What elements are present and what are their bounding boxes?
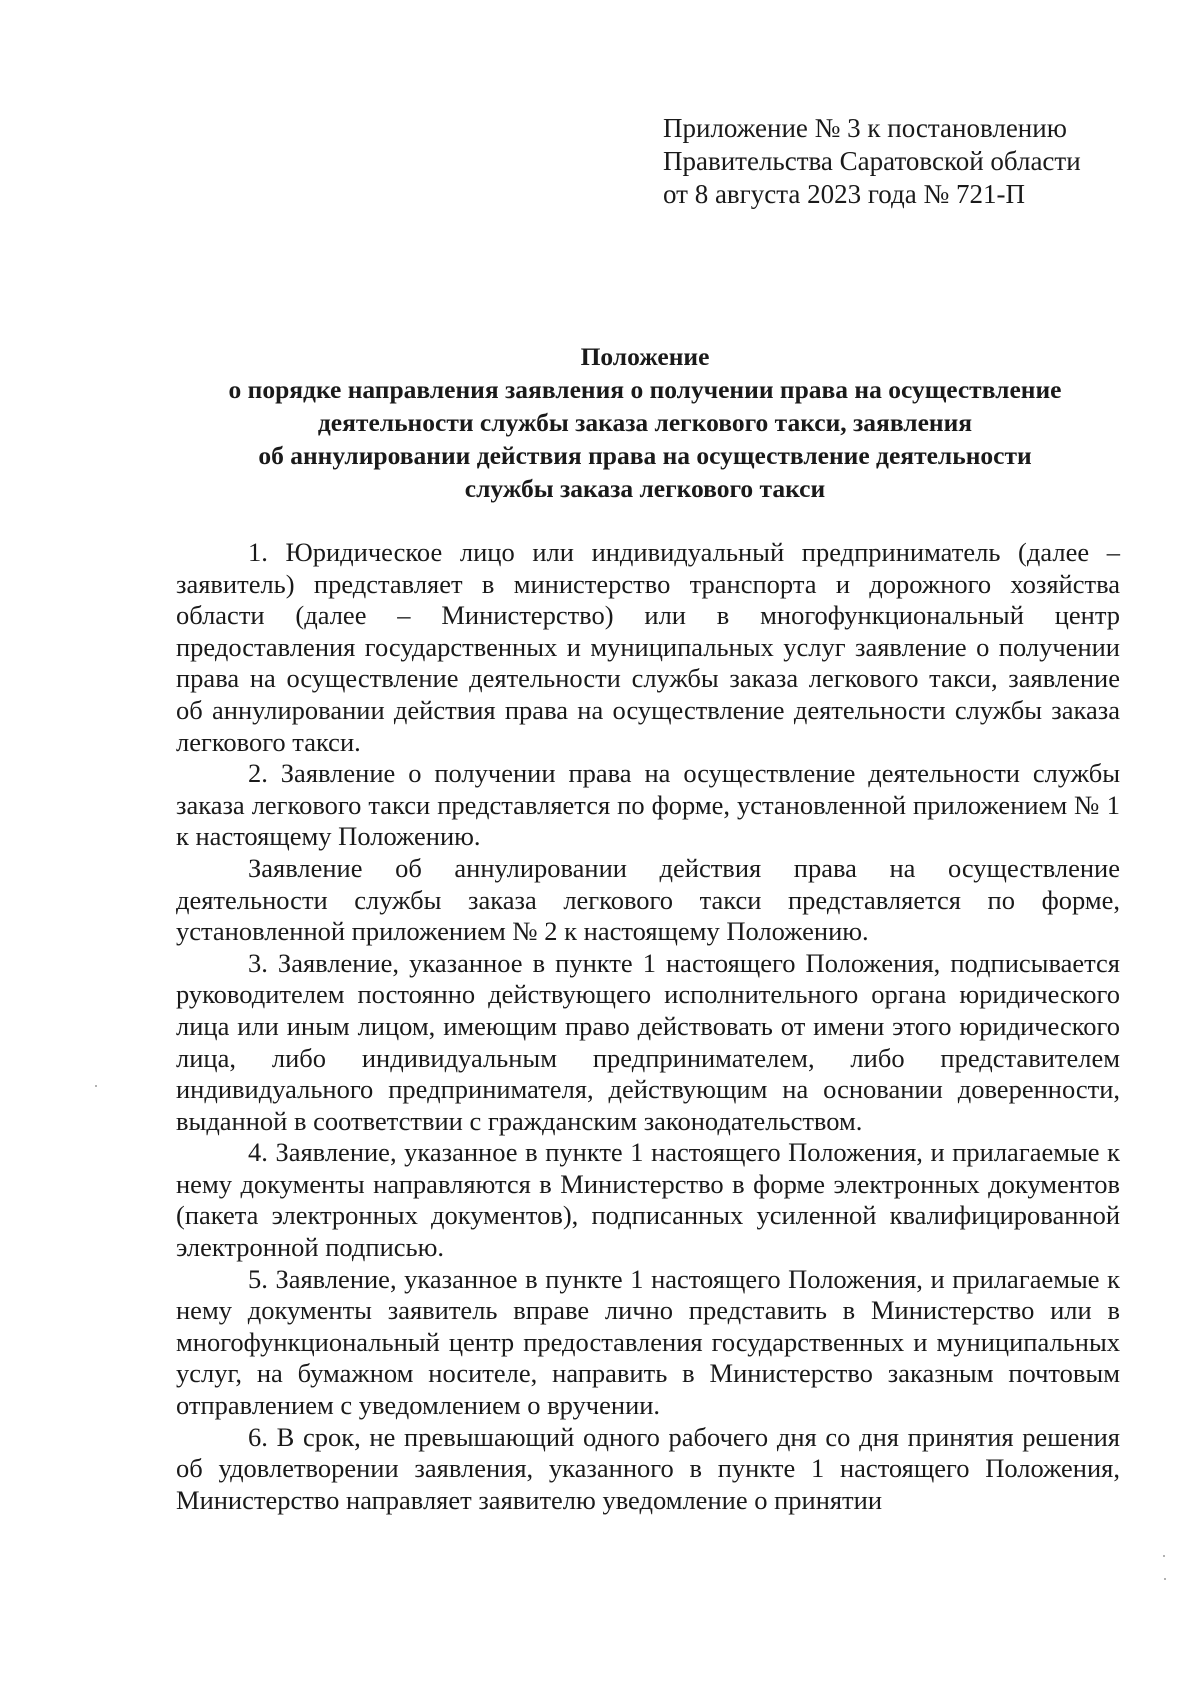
title-line-3: деятельности службы заказа легкового такси, заявления xyxy=(317,408,973,437)
document-title xyxy=(170,340,1120,505)
scan-speck xyxy=(1164,1578,1166,1580)
title-line-5: службы заказа легкового такси xyxy=(464,474,826,503)
title-line-2: о порядке направления заявления о получении права на осуществление xyxy=(228,375,1062,404)
paragraph-4: 4. Заявление, указанное в пункте 1 настоящего Положения, и прилагаемые к нему документы направляются в Министерство в форме электронных документов (пакета электронных документов), подписанных усиленной квалифицированной электронной подписью. xyxy=(176,1137,1120,1263)
paragraph-6: 6. В срок, не превышающий одного рабочего дня со дня принятия решения об удовлетворении заявления, указанного в пункте 1 настоящего Положения, Министерство направляет заявителю уведомление о принятии xyxy=(176,1421,1120,1515)
approval-line-1: Приложение № 3 к постановлению xyxy=(663,113,1067,143)
title-line-1: Положение xyxy=(580,342,710,371)
paragraph-5: 5. Заявление, указанное в пункте 1 настоящего Положения, и прилагаемые к нему документы заявитель вправе лично представить в Министерство или в многофункциональный центр предоставления государственных и муниципальных услуг, на бумажном носителе, направить в Министерство заказным почтовым отправлением с уведомлением о вручении. xyxy=(176,1263,1120,1421)
paragraph-2: 2. Заявление о получении права на осуществление деятельности службы заказа легкового такси представляется по форме, установленной приложением № 1 к настоящему Положению. xyxy=(176,758,1120,852)
paragraph-2-continued: Заявление об аннулировании действия права на осуществление деятельности службы заказа легкового такси представляется по форме, установленной приложением № 2 к настоящему Положению. xyxy=(176,852,1120,947)
paragraph-1: 1. Юридическое лицо или индивидуальный предприниматель (далее – заявитель) представляет в министерство транспорта и дорожного хозяйства области (далее – Министерство) или в многофункциональный центр предоставления государственных и муниципальных услуг заявление о получении права на осуществление деятельности службы заказа легкового такси, заявление об аннулировании действия права на осуществление деятельности службы заказа легкового такси. xyxy=(176,537,1120,757)
approval-block xyxy=(663,112,1143,211)
scan-speck xyxy=(95,1085,97,1087)
approval-line-2: Правительства Саратовской области xyxy=(663,146,1081,176)
title-line-4: об аннулировании действия права на осуществление деятельности xyxy=(258,441,1032,470)
approval-line-3: от 8 августа 2023 года № 721-П xyxy=(663,179,1025,209)
scan-speck xyxy=(1163,1555,1165,1557)
document-body xyxy=(176,537,1120,1516)
paragraph-3: 3. Заявление, указанное в пункте 1 настоящего Положения, подписывается руководителем постоянно действующего исполнительного органа юридического лица или иным лицом, имеющим право действовать от имени этого юридического лица, либо индивидуальным предпринимателем, либо представителем индивидуального предпринимателя, действующим на основании доверенности, выданной в соответствии с гражданским законодательством. xyxy=(176,947,1120,1136)
